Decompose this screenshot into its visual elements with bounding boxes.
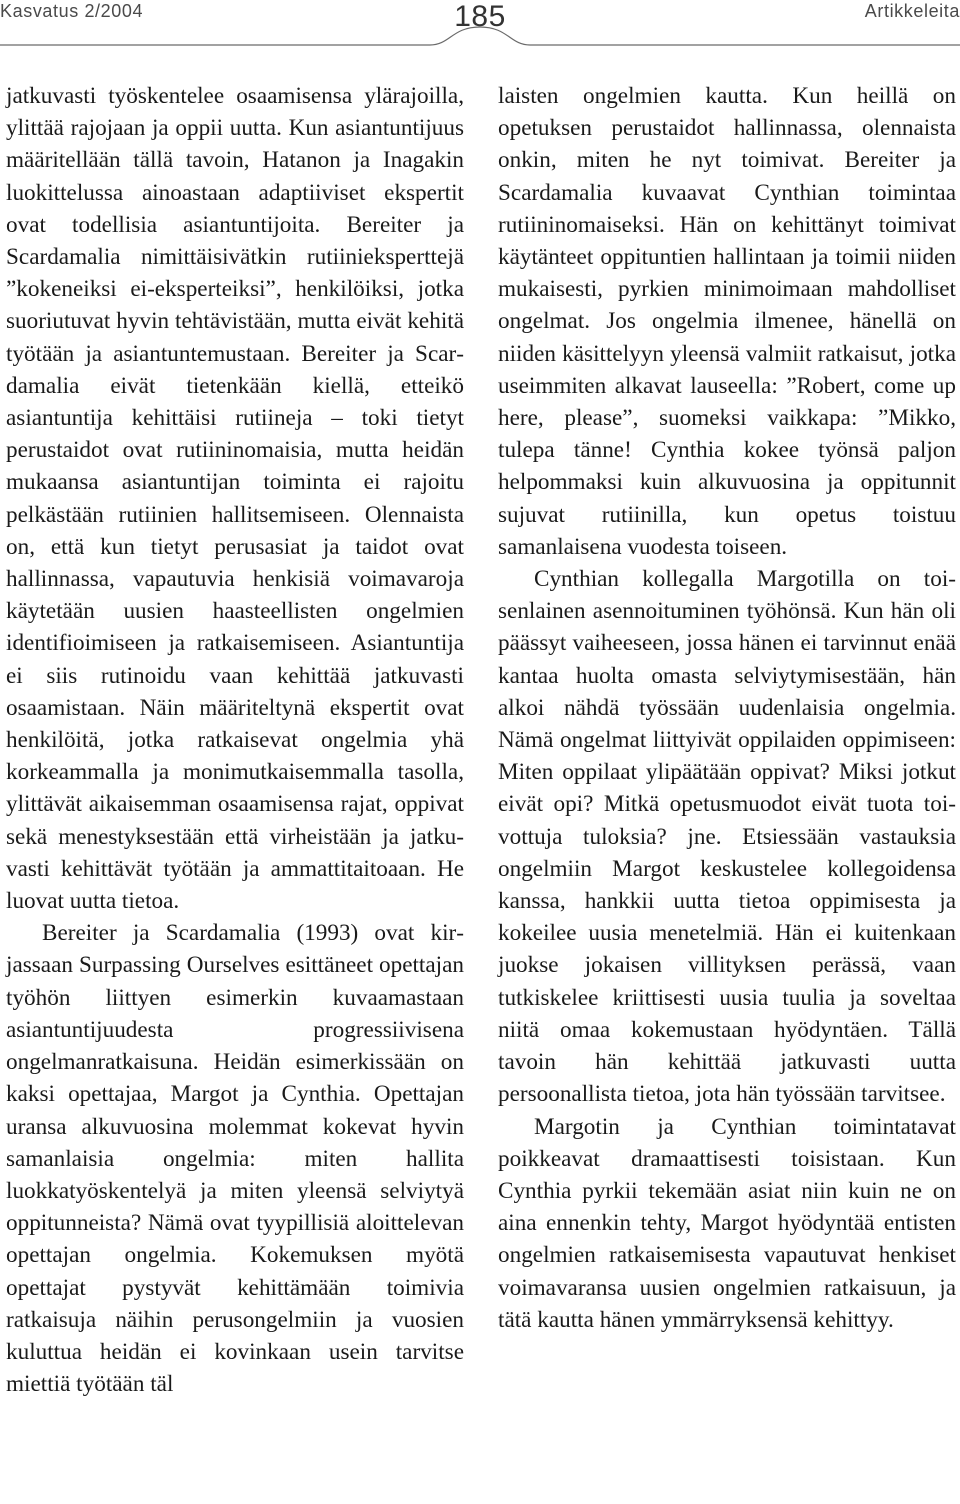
page-header (0, 0, 960, 46)
paragraph: Cynthian kollegalla Margotilla on toisenlainen asennoituminen työhönsä. Kun hän oli päässyt vaiheeseen, jossa hänen ei tarvinnut enää kantaa huolta omasta selviytymisestään, hän alkoi nähdä työssään uudenlaisia ongelmia. Nämä ongelmat liittyivät oppilaiden oppimiseen: Miten oppilaat ylipäätään oppivat? Miksi jotkut eivät opi? Mitkä opetusmuodot eivät tuota toivottuja tuloksia? jne. Etsiessään vastauksia ongelmiin Margot keskustelee kollegoidensa kanssa, hankkii uutta tietoa oppimisesta ja kokeilee uusia menetelmiä. Hän ei kuitenkaan juokse jokaisen villityksen perässä, vaan tutkiskelee kriittisesti uusia tuulia ja soveltaa niitä omaa kokemustaan hyödyntäen. Tällä tavoin hän kehittää jatkuvasti uutta persoonallista tietoa, jota hän työssään tarvitsee. (498, 566, 956, 1108)
paragraph: jatkuvasti työskentelee osaamisensa ylärajoilla, ylittää rajojaan ja oppii uutta. Kun asiantuntijuus määritellään tällä tavoin, Hatanon ja Inagakin luokittelussa ainoastaan adaptiiviset ekspertit ovat todellisia asiantuntijoita. Bereiter ja Scardamalia nimittäisivätkin rutiinieksperttejä ”kokeneiksi ei-eksperteiksi”, henkilöiksi, jotka suoriutuvat hyvin tehtävistään, mutta eivät kehitä työtään ja asiantuntemustaan. Bereiter ja Scardamalia eivät tietenkään kiellä, etteikö asiantuntija kehittäisi rutiineja – toki tietyt perustaidot ovat rutiininomaisia, mutta heidän mukaansa asiantuntijan toiminta ei rajoitu pelkästään rutiinien hallitsemiseen. Olennaista on, että kun tietyt perusasiat ja taidot ovat hallinnassa, vapautuvia henkisiä voimavaroja käytetään uusien haasteellisten ongelmien identifioimiseen ja ratkaisemiseen. Asiantuntija ei siis rutinoidu vaan kehittää jatkuvasti osaamistaan. Näin määriteltynä ekspertit ovat henkilöitä, jotka ratkaisevat ongelmia yhä korkeammalla ja monimutkaisemmalla tasolla, ylittävät aikaisemman osaamisensa rajat, oppivat sekä menestyksestään että virheistään ja jatkuvasti kehittävät työtään ja ammattitaitoaan. He luovat uutta tietoa. (6, 83, 464, 915)
page-number: 185 (454, 0, 506, 33)
paragraph: Margotin ja Cynthian toimintatavat poikkeavat dramaattisesti toisistaan. Kun Cynthia pyrkii tekemään asiat niin kuin ne on aina ennenkin tehty, Margot hyödyntää entisten ongelmien ratkaisemisesta vapautuvat henkiset voimavaransa uusien ongelmien ratkaisuun, ja tätä kautta hänen ymmärryksensä kehittyy. (498, 1113, 956, 1333)
paragraph: laisten ongelmien kautta. Kun heillä on opetuksen perustaidot hallinnassa, olennaista onkin, miten he nyt toimivat. Bereiter ja Scardamalia kuvaavat Cynthian toimintaa rutiininomaiseksi. Hän on kehittänyt toimivat käytänteet oppituntien hallintaan ja toimii niiden mukaisesti, pyrkien minimoimaan mahdolliset ongelmat. Jos ongelmia ilmenee, hänellä on niiden käsittelyyn yleensä valmiit ratkaisut, jotka useimmiten alkavat lauseella: ”Robert, come up here, please”, suomeksi vaikkapa: ”Mikko, tulepa tänne! Cynthia kokee työnsä paljon helpommaksi kuin alkuvuosina ja oppitunnit sujuvat rutiinilla, kun opetus toistuu samanlaisena vuodesta toiseen. (498, 83, 956, 560)
right-column (498, 80, 956, 1336)
left-column (6, 80, 464, 1400)
paragraph: Bereiter ja Scardamalia (1993) ovat kirjassaan Surpassing Ourselves esittäneet opettajan työhön liittyen esimerkin kuvaamastaan asiantuntijuudesta progressiivisena ongelmanratkaisuna. Heidän esimerkissään on kaksi opettajaa, Margot ja Cynthia. Opettajan uransa alkuvuosina molemmat kokevat hyvin samanlaisia ongelmia: miten hallita luokkatyöskentelyä ja miten yleensä selviytyä oppitunneista? Nämä ovat tyypillisiä aloittelevan opettajan ongelmia. Kokemuksen myötä opettajat pystyvät kehittämään toimivia ratkaisuja näihin perusongelmiin ja vuosien kuluttua heidän ei kovinkaan usein tarvitse miettiä työtään täl (6, 920, 464, 1398)
section-name: Artikkeleita (864, 1, 960, 21)
journal-issue: Kasvatus 2/2004 (0, 1, 144, 21)
